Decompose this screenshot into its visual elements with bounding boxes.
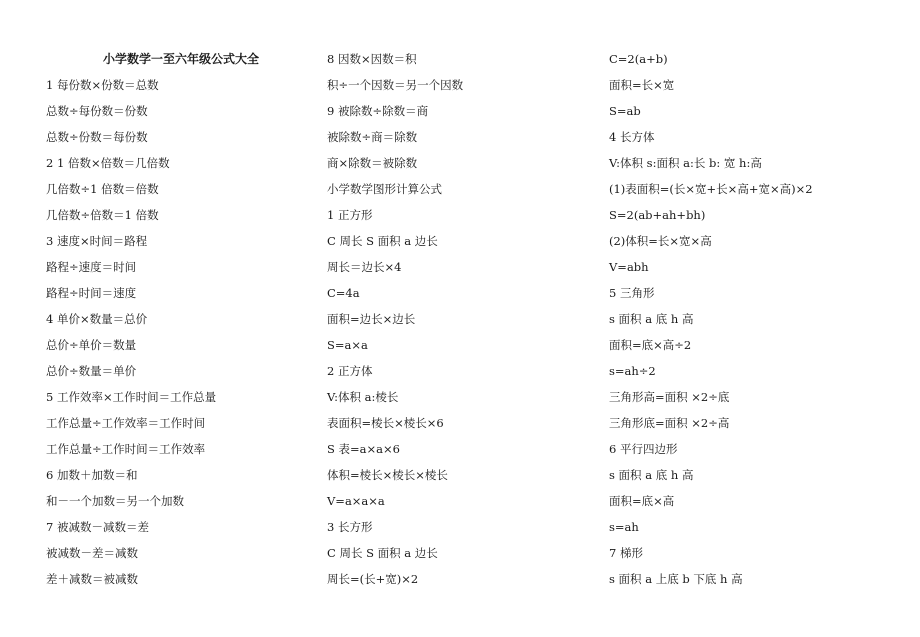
formula-line: 三角形底=面积 ×2÷高 <box>609 416 730 430</box>
formula-line: 7 被减数－减数＝差 <box>46 520 149 534</box>
formula-line: 3 长方形 <box>327 520 373 534</box>
formula-line: 总数÷每份数＝份数 <box>46 104 148 118</box>
formula-line: s 面积 a 底 h 高 <box>609 312 694 326</box>
formula-line: 路程÷速度＝时间 <box>46 260 137 274</box>
formula-line: 6 加数＋加数＝和 <box>46 468 138 482</box>
formula-line: S 表=a×a×6 <box>327 442 400 456</box>
formula-line: 体积=棱长×棱长×棱长 <box>327 468 448 482</box>
formula-line: 总数÷份数＝每份数 <box>46 130 148 144</box>
formula-line: 总价÷数量＝单价 <box>46 364 137 378</box>
formula-line: S=a×a <box>327 338 368 352</box>
formula-line: 几倍数÷倍数＝1 倍数 <box>46 208 159 222</box>
formula-line: s 面积 a 上底 b 下底 h 高 <box>609 572 743 586</box>
formula-line: 2 正方体 <box>327 364 373 378</box>
document-title: 小学数学一至六年级公式大全 <box>103 52 260 66</box>
formula-line: 5 工作效率×工作时间＝工作总量 <box>46 390 217 404</box>
formula-line: 面积=底×高 <box>609 494 675 508</box>
section-heading: 小学数学图形计算公式 <box>327 182 442 196</box>
formula-line: 工作总量÷工作时间＝工作效率 <box>46 442 206 456</box>
formula-line: 工作总量÷工作效率＝工作时间 <box>46 416 206 430</box>
formula-line: 5 三角形 <box>609 286 655 300</box>
formula-line: 6 平行四边形 <box>609 442 678 456</box>
formula-line: 2 1 倍数×倍数＝几倍数 <box>46 156 170 170</box>
formula-line: 积÷一个因数＝另一个因数 <box>327 78 464 92</box>
formula-line: (1)表面积=(长×宽+长×高+宽×高)×2 <box>609 182 813 196</box>
formula-line: V:体积 s:面积 a:长 b: 宽 h:高 <box>609 156 762 170</box>
formula-line: V=a×a×a <box>327 494 385 508</box>
formula-line: 9 被除数÷除数＝商 <box>327 104 429 118</box>
formula-line: 商×除数＝被除数 <box>327 156 418 170</box>
formula-line: C 周长 S 面积 a 边长 <box>327 546 438 560</box>
formula-line: 三角形高=面积 ×2÷底 <box>609 390 730 404</box>
formula-line: C=4a <box>327 286 360 300</box>
formula-line: 被除数÷商＝除数 <box>327 130 418 144</box>
column-3 <box>609 46 909 592</box>
formula-line: 路程÷时间＝速度 <box>46 286 137 300</box>
formula-line: 面积=长×宽 <box>609 78 675 92</box>
formula-line: S=ab <box>609 104 641 118</box>
formula-line: 面积=边长×边长 <box>327 312 416 326</box>
column-1 <box>46 46 316 592</box>
formula-line: 差＋减数＝被减数 <box>46 572 138 586</box>
formula-line: 几倍数÷1 倍数＝倍数 <box>46 182 159 196</box>
formula-line: C=2(a+b) <box>609 52 668 66</box>
formula-line: (2)体积=长×宽×高 <box>609 234 712 248</box>
formula-line: 面积=底×高÷2 <box>609 338 692 352</box>
formula-line: 1 正方形 <box>327 208 373 222</box>
formula-line: 3 速度×时间＝路程 <box>46 234 148 248</box>
formula-line: 4 单价×数量＝总价 <box>46 312 148 326</box>
formula-line: s=ah÷2 <box>609 364 656 378</box>
formula-line: V:体积 a:棱长 <box>327 390 399 404</box>
column-2 <box>327 46 597 592</box>
formula-line: C 周长 S 面积 a 边长 <box>327 234 438 248</box>
formula-line: 周长=(长+宽)×2 <box>327 572 419 586</box>
formula-line: 8 因数×因数＝积 <box>327 52 417 66</box>
formula-line: 被减数－差＝减数 <box>46 546 138 560</box>
formula-line: 4 长方体 <box>609 130 655 144</box>
formula-line: 总价÷单价＝数量 <box>46 338 137 352</box>
formula-line: V=abh <box>609 260 649 274</box>
formula-line: 7 梯形 <box>609 546 643 560</box>
formula-line: s=ah <box>609 520 639 534</box>
formula-line: 表面积=棱长×棱长×6 <box>327 416 444 430</box>
formula-line: s 面积 a 底 h 高 <box>609 468 694 482</box>
formula-line: 1 每份数×份数＝总数 <box>46 78 159 92</box>
formula-line: 周长＝边长×4 <box>327 260 402 274</box>
formula-line: 和－一个加数＝另一个加数 <box>46 494 184 508</box>
formula-line: S=2(ab+ah+bh) <box>609 208 706 222</box>
